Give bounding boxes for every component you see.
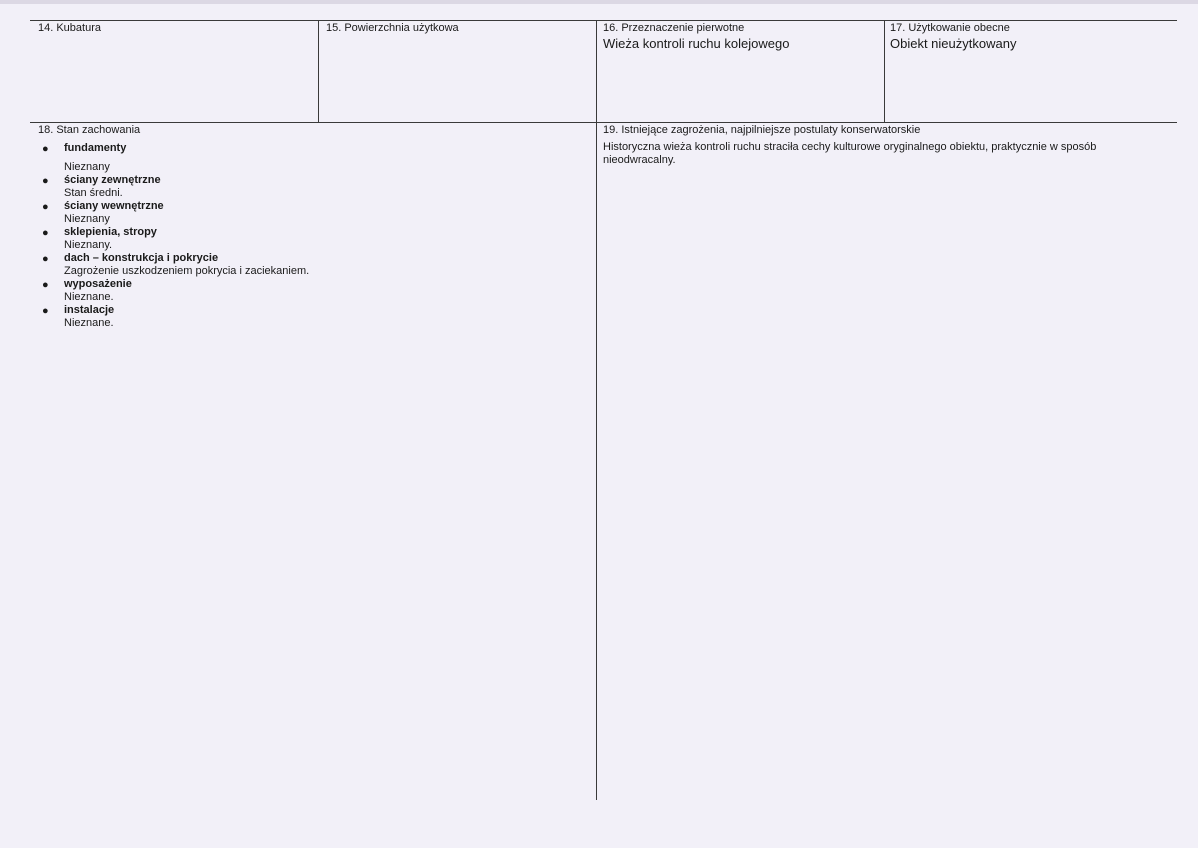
condition-desc: Stan średni. (64, 187, 123, 199)
list-item (40, 304, 580, 330)
bullet-icon: ● (42, 143, 49, 155)
list-item (40, 252, 580, 278)
condition-title: fundamenty (64, 142, 127, 154)
field-value-przeznaczenie: Wieża kontroli ruchu kolejowego (603, 36, 790, 51)
condition-title: dach – konstrukcja i pokrycie (64, 252, 219, 264)
list-item (40, 174, 580, 200)
bullet-icon: ● (42, 305, 49, 317)
row-divider (30, 122, 1177, 123)
condition-title: instalacje (64, 304, 115, 316)
condition-desc: Nieznane. (64, 317, 114, 329)
field-value-uzytkowanie: Obiekt nieużytkowany (890, 36, 1017, 51)
condition-title: wyposażenie (64, 278, 132, 290)
condition-desc: Nieznany (64, 161, 110, 173)
column-divider-1 (318, 20, 319, 122)
condition-list (40, 142, 580, 330)
list-item (40, 200, 580, 226)
field-label-kubatura: 14. Kubatura (38, 22, 101, 34)
section-label-zagrozenia: 19. Istniejące zagrożenia, najpilniejsze postulaty konserwatorskie (603, 124, 921, 136)
condition-desc: Zagrożenie uszkodzeniem pokrycia i zaciekaniem. (64, 265, 310, 277)
section-label-stan-zachowania: 18. Stan zachowania (38, 124, 141, 136)
bullet-icon: ● (42, 279, 49, 291)
list-item (40, 142, 580, 174)
condition-desc: Nieznane. (64, 291, 114, 303)
bullet-icon: ● (42, 227, 49, 239)
list-item (40, 226, 580, 252)
column-divider-2 (596, 20, 597, 800)
column-divider-3 (884, 20, 885, 122)
field-label-uzytkowanie: 17. Użytkowanie obecne (890, 22, 1010, 34)
condition-desc: Nieznany. (64, 239, 113, 251)
bullet-icon: ● (42, 253, 49, 265)
bullet-icon: ● (42, 201, 49, 213)
top-border (30, 20, 1177, 21)
list-item (40, 278, 580, 304)
field-label-powierzchnia: 15. Powierzchnia użytkowa (326, 22, 459, 34)
registry-form (30, 20, 1177, 800)
condition-desc: Nieznany (64, 213, 110, 225)
threat-description: Historyczna wieża kontroli ruchu straciła cechy kulturowe oryginalnego obiektu, praktycznie w sposób nieodwracalny. (603, 141, 1097, 166)
bullet-icon: ● (42, 175, 49, 187)
field-label-przeznaczenie: 16. Przeznaczenie pierwotne (603, 22, 745, 34)
condition-title: ściany wewnętrzne (64, 200, 164, 212)
condition-title: sklepienia, stropy (64, 226, 157, 238)
page-edge (0, 0, 1198, 4)
condition-title: ściany zewnętrzne (64, 174, 161, 186)
